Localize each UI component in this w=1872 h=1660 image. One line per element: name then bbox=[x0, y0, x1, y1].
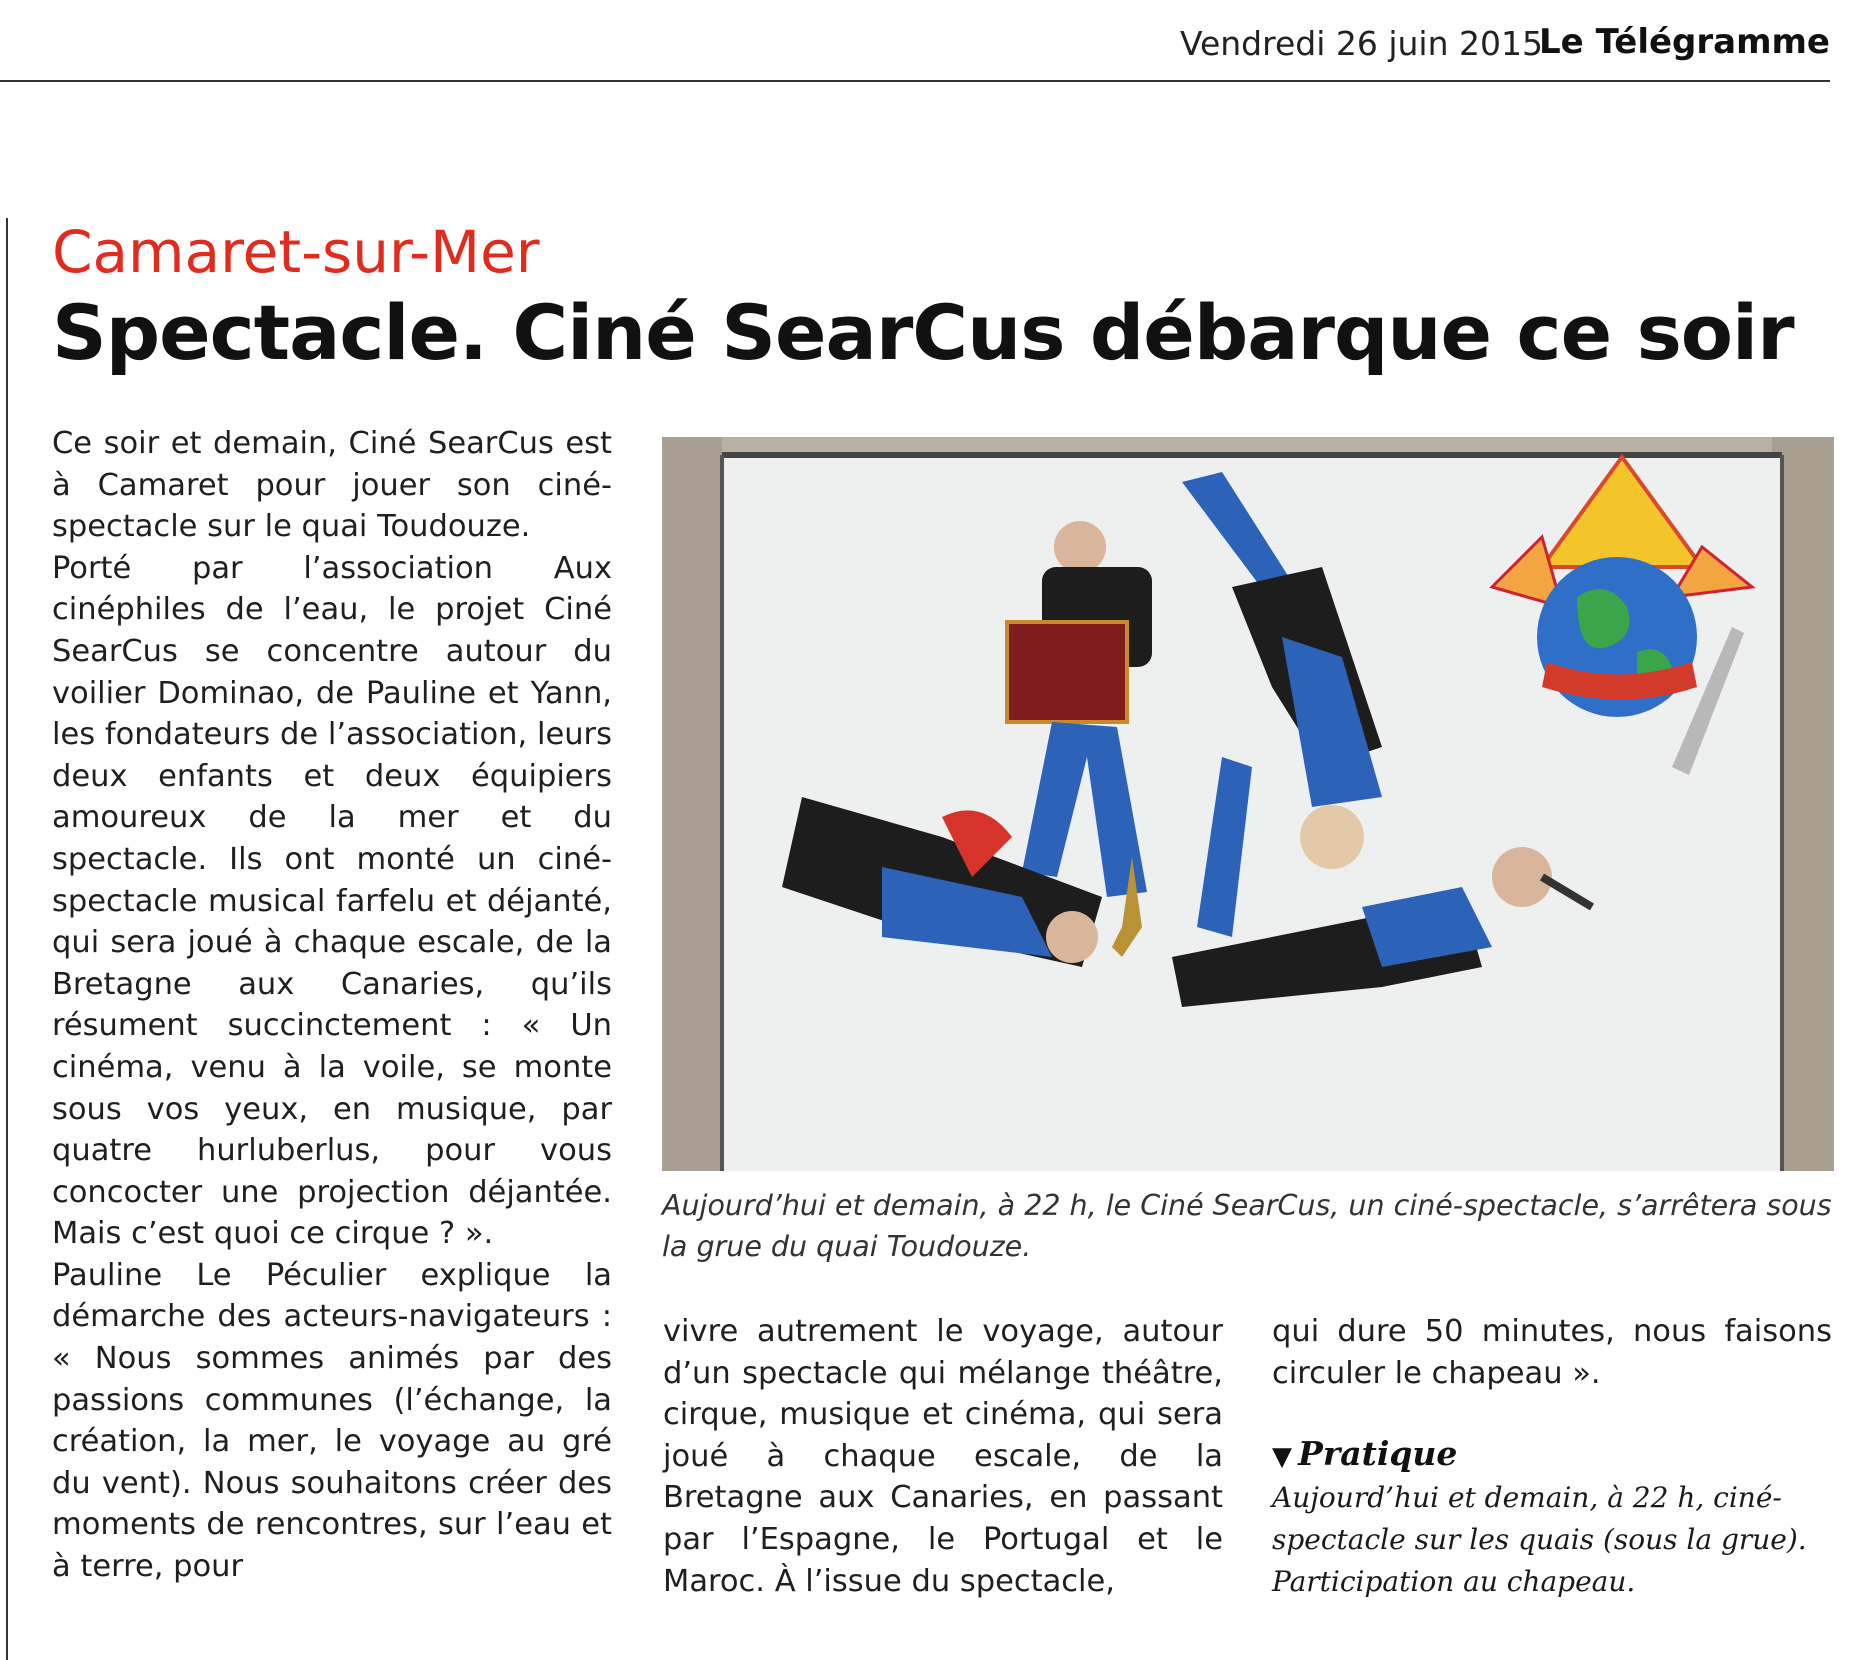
paragraph: qui dure 50 minutes, nous faisons circuler le chapeau ». bbox=[1272, 1314, 1832, 1391]
article-column-2 bbox=[663, 1311, 1223, 1602]
photo-caption: Aujourd’hui et demain, à 22 h, le Ciné SearCus, un ciné-spectacle, s’arrêtera sous la grue du quai Toudouze. bbox=[662, 1189, 1832, 1263]
issue-date: Vendredi 26 juin 2015 bbox=[1179, 24, 1543, 63]
paragraph: Porté par l’association Aux cinéphiles de l’eau, le projet Ciné SearCus se concentre autour du voilier Dominao, de Pauline et Yann, les fondateurs de l’association, leurs deux enfants et deux équipiers amoureux de la mer et du spectacle. Ils ont monté un ciné-spectacle musical farfelu et déjanté, qui sera joué à chaque escale, de la Bretagne aux Canaries, qu’ils résument succinctement : « Un cinéma, venu à la voile, se monte sous vos yeux, en musique, par quatre hurluberlus, pour vous concocter une projection déjantée. Mais c’est quoi ce cirque ? ». bbox=[52, 550, 612, 1252]
pratique-heading bbox=[1272, 1434, 1457, 1473]
article-kicker: Camaret-sur-Mer bbox=[52, 218, 540, 286]
triangle-down-icon: ▼ bbox=[1272, 1442, 1292, 1472]
paragraph: Ce soir et demain, Ciné SearCus est à Camaret pour jouer son ciné-spectacle sur le quai Toudouze. bbox=[52, 426, 612, 545]
paragraph: Pauline Le Péculier explique la démarche des acteurs-navigateurs : « Nous sommes animés par des passions communes (l’échange, la création, la mer, le voyage au gré du vent). Nous souhaitons créer des moments de rencontres, sur l’eau et à terre, pour bbox=[52, 1257, 612, 1585]
column-rule bbox=[6, 218, 8, 1660]
pratique-heading-label: Pratique bbox=[1298, 1434, 1458, 1473]
article-headline: Spectacle. Ciné SearCus débarque ce soir bbox=[52, 288, 1794, 377]
article-column-1 bbox=[52, 423, 612, 1588]
pratique-text: Aujourd’hui et demain, à 22 h, ciné-spectacle sur les quais (sous la grue). Participation au chapeau. bbox=[1272, 1481, 1807, 1598]
page-header bbox=[0, 0, 1830, 82]
article-photo bbox=[662, 437, 1834, 1171]
article-column-3 bbox=[1272, 1311, 1832, 1394]
newspaper-name: Le Télégramme bbox=[1539, 22, 1830, 62]
paragraph: vivre autrement le voyage, autour d’un spectacle qui mélange théâtre, cirque, musique et cinéma, qui sera joué à chaque escale, de la Bretagne aux Canaries, en passant par l’Espagne, le Portugal et le Maroc. À l’issue du spectacle, bbox=[663, 1314, 1223, 1599]
